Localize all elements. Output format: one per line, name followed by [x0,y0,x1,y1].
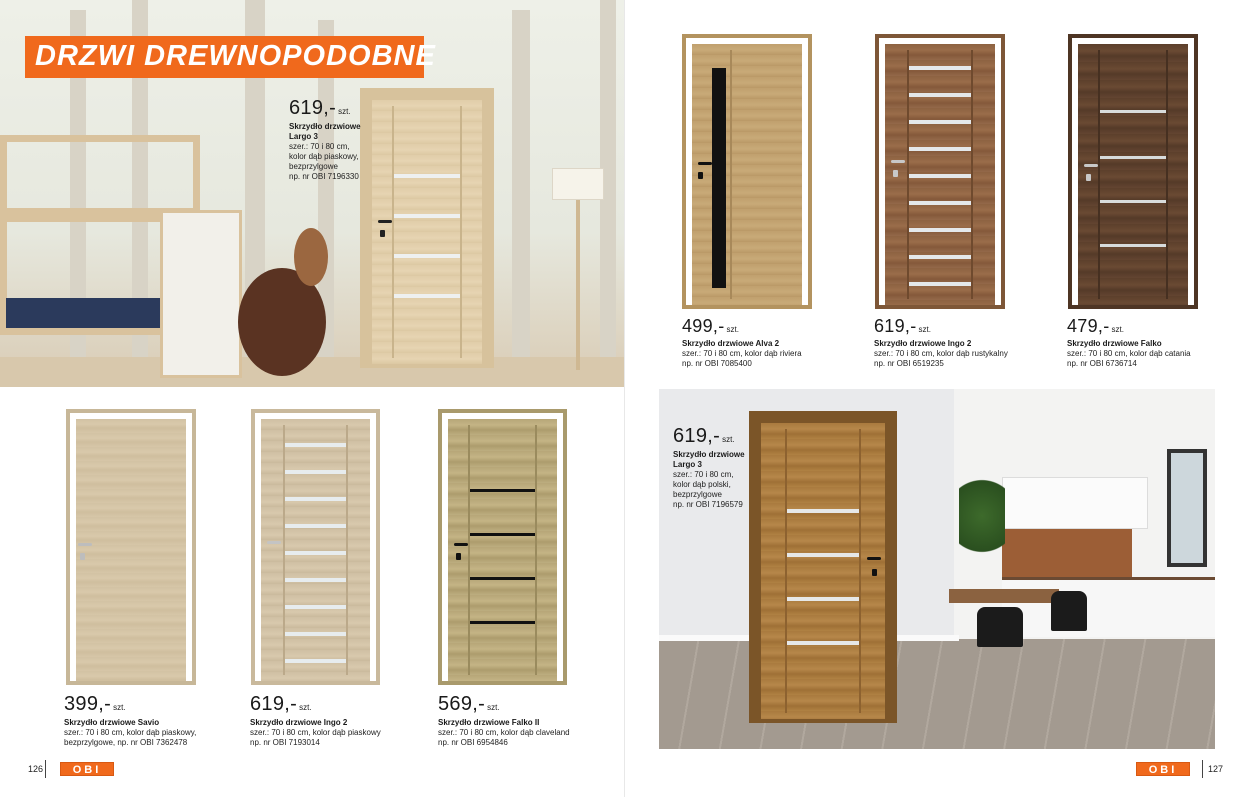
footer-divider [1202,760,1203,778]
glass-strip [909,174,971,178]
obi-logo: OBI [1136,762,1190,776]
door-stile [346,425,348,675]
door-handle [698,162,712,165]
door-leaf [1078,44,1188,305]
product-spec: kolor dąb polski, [673,480,731,489]
glass-strip [909,93,971,97]
footer-divider [45,760,46,778]
product-name: Largo 3 [673,460,702,469]
product-spec: szer.: 70 i 80 cm, kolor dąb riviera [682,349,802,358]
product-spec: szer.: 70 i 80 cm, [673,470,734,479]
price-amount: 619,- [874,316,917,336]
price-amount: 569,- [438,693,486,715]
tree-decor [512,10,530,367]
backsplash [1002,529,1132,577]
glass-strip [285,443,346,447]
door-stile [730,50,732,299]
banner-title: DRZWI DREWNOPODOBNE [35,40,436,72]
product-spec: bezprzylgowe, np. nr OBI 7362478 [64,738,188,747]
glass-strip [285,605,346,609]
wall-cabinets [1002,477,1148,529]
door-stile [971,50,973,299]
price-amount: 619,- [250,693,298,715]
price [682,316,872,337]
glass-strip [394,254,460,258]
door-falko-ii [438,409,567,685]
black-strip [470,533,535,536]
price-unit: szt. [113,703,126,712]
door-leaf [885,44,995,305]
product-spec: szer.: 70 i 80 cm, kolor dąb rustykalny [874,349,1008,358]
product-name: Skrzydło drzwiowe Falko II [438,718,540,727]
black-strip [470,621,535,624]
price-unit: szt. [722,435,735,444]
door-lock [456,553,461,560]
price-block-falko-ii [438,693,628,748]
glass-strip [394,294,460,298]
price-amount: 499,- [682,316,725,336]
hanging-plant [959,471,1005,561]
section-banner [25,36,436,78]
glass-strip [285,470,346,474]
price-amount: 619,- [673,425,721,447]
door-leaf [692,44,802,305]
price [438,693,628,716]
price-block-ingo-rustic [874,316,1064,369]
product-spec: np. nr OBI 7196330 [289,172,359,181]
floor-lamp-shade [552,168,604,200]
dining-chair [1051,591,1087,631]
bed-frame-upper [0,135,200,215]
wooden-floor [659,639,1215,749]
price-unit: szt. [1111,325,1124,334]
price [874,316,1064,337]
door-ingo-rustic [875,34,1005,309]
product-name: Skrzydło drzwiowe Ingo 2 [250,718,348,727]
price [250,693,440,716]
glass-strip [909,201,971,205]
glass-strip [787,597,859,601]
product-name: Skrzydło drzwiowe Alva 2 [682,339,780,348]
price-amount: 619,- [289,97,337,119]
dining-chair [977,607,1023,647]
product-spec: np. nr OBI 7196579 [673,500,743,509]
door-leaf [261,419,370,681]
product-name: Skrzydło drzwiowe Falko [1067,339,1162,348]
small-bear [294,228,328,286]
door-handle [267,541,281,544]
price-block-ingo-sand [250,693,440,748]
door-handle [1084,164,1098,167]
door-lock [1086,174,1091,181]
product-name: Skrzydło drzwiowe [673,450,745,459]
price [289,97,479,120]
door-savio [66,409,196,685]
product-spec: np. nr OBI 6736714 [1067,359,1137,368]
product-spec: np. nr OBI 7193014 [250,738,320,747]
product-spec: szer.: 70 i 80 cm, kolor dąb piaskowy, [64,728,197,737]
door-lock [893,170,898,177]
obi-logo: OBI [60,762,114,776]
glass-strip [285,524,346,528]
product-name: Skrzydło drzwiowe Ingo 2 [874,339,972,348]
product-spec: bezprzylgowe [673,490,722,499]
glass-strip [909,120,971,124]
door-lock [872,569,877,576]
black-strip [470,577,535,580]
door-lock [380,230,385,237]
product-spec: szer.: 70 i 80 cm, kolor dąb claveland [438,728,570,737]
door-handle [891,160,905,163]
product-spec: bezprzylgowe [289,162,338,171]
glass-strip [285,497,346,501]
door-falko [1068,34,1198,309]
glass-strip [787,553,859,557]
door-stile [535,425,537,675]
door-ingo-sand [251,409,380,685]
price-block-savio [64,693,254,748]
mattress [6,298,162,328]
glass-strip [285,578,346,582]
glass-strip [285,632,346,636]
glass-strip [909,255,971,259]
kitchen-window [1167,449,1207,567]
price-block-largo-kitchen [673,425,863,510]
price-amount: 399,- [64,693,112,715]
price-block-largo-kids [289,97,479,182]
glass-strip [787,641,859,645]
kitchen-counter [1002,577,1215,637]
price [673,425,863,448]
glass-strip [394,214,460,218]
page-number-right: 127 [1208,764,1224,774]
stair-drawers [160,210,242,378]
glass-strip [1100,110,1166,113]
price-amount: 479,- [1067,316,1110,336]
black-strip [470,489,535,492]
price-unit: szt. [299,703,312,712]
door-handle [867,557,881,560]
glass-strip [909,228,971,232]
kitchen-photo [659,389,1215,749]
product-name: Skrzydło drzwiowe Largo 3 [289,122,361,141]
dining-table [949,589,1059,603]
black-glass-panel [712,68,726,288]
glass-strip [1100,244,1166,247]
glass-strip [285,659,346,663]
price-block-alva [682,316,872,369]
price-unit: szt. [487,703,500,712]
price-unit: szt. [338,107,351,116]
door-handle [78,543,92,546]
door-lock [698,172,703,179]
product-spec: szer.: 70 i 80 cm, kolor dąb catania [1067,349,1191,358]
product-spec: np. nr OBI 7085400 [682,359,752,368]
floor-lamp-pole [576,200,580,370]
price [1067,316,1250,337]
product-spec: szer.: 70 i 80 cm, [289,142,350,151]
product-spec: np. nr OBI 6519235 [874,359,944,368]
door-lock [80,553,85,560]
glass-strip [285,551,346,555]
product-name: Skrzydło drzwiowe Savio [64,718,160,727]
door-handle [454,543,468,546]
glass-strip [909,66,971,70]
price-unit: szt. [726,325,739,334]
door-alva [682,34,812,309]
door-leaf [76,419,186,681]
product-spec: kolor dąb piaskowy, [289,152,359,161]
price-unit: szt. [918,325,931,334]
price [64,693,254,716]
door-stile [283,425,285,675]
door-stile [468,425,470,675]
glass-strip [1100,200,1166,203]
product-spec: szer.: 70 i 80 cm, kolor dąb piaskowy [250,728,381,737]
door-stile [1166,50,1168,299]
door-handle [378,220,392,223]
glass-strip [909,147,971,151]
glass-strip [1100,156,1166,159]
product-spec: np. nr OBI 6954846 [438,738,508,747]
door-leaf [448,419,557,681]
page-gutter [624,0,625,797]
glass-strip [909,282,971,286]
door-stile [1098,50,1100,299]
price-block-falko [1067,316,1250,369]
page-number-left: 126 [28,764,44,774]
